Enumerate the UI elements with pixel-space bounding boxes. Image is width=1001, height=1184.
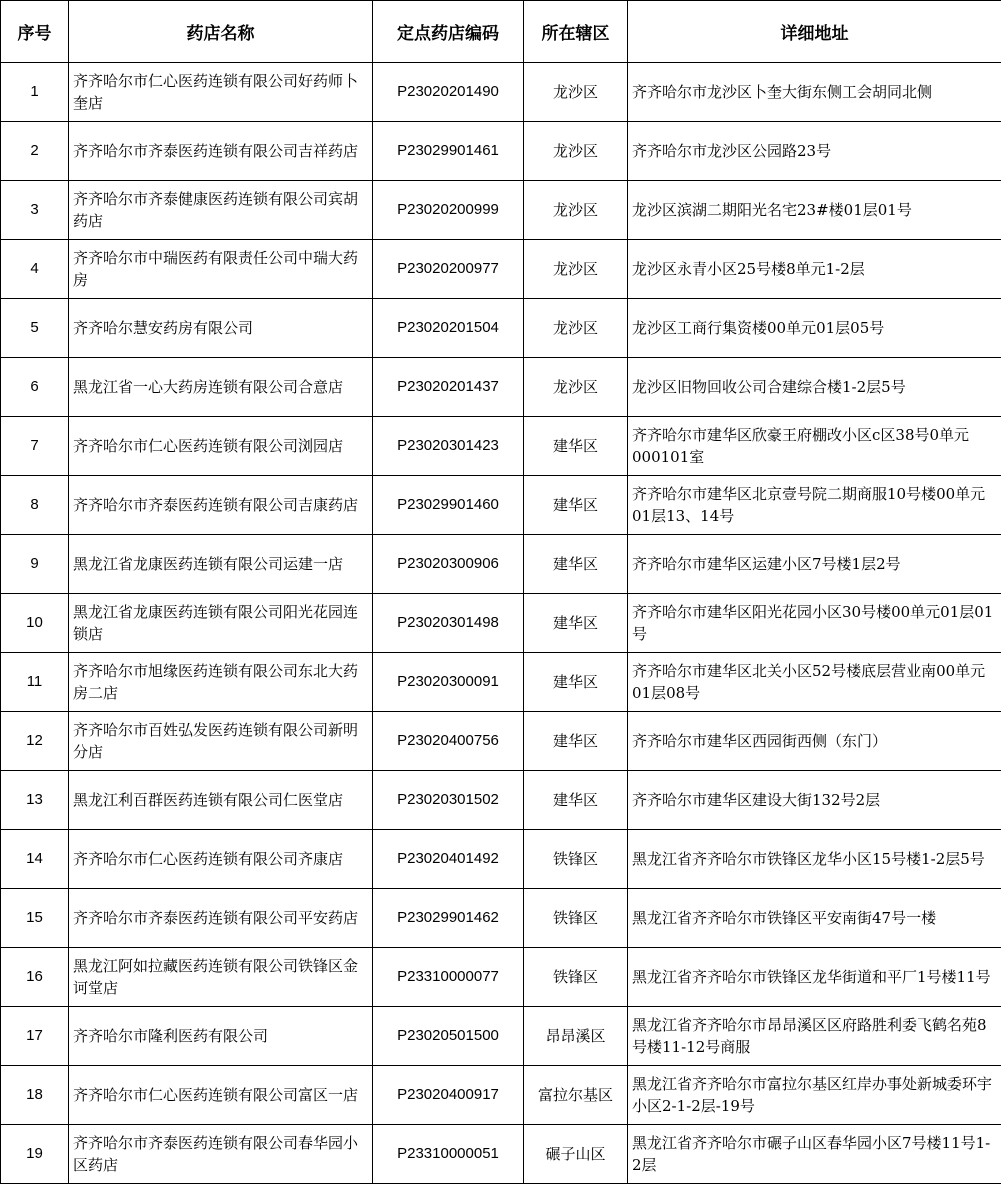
cell-district: 铁锋区 [524, 830, 628, 889]
cell-pharmacy-code: P23020300906 [373, 535, 524, 594]
table-row [1, 830, 1001, 889]
cell-address: 齐齐哈尔市建华区建设大街132号2层 [628, 771, 1001, 830]
cell-no: 18 [1, 1066, 69, 1125]
cell-pharmacy-code: P23020301498 [373, 594, 524, 653]
table-row [1, 122, 1001, 181]
cell-pharmacy-name: 黑龙江阿如拉藏医药连锁有限公司铁锋区金诃堂店 [69, 948, 373, 1007]
cell-no: 6 [1, 358, 69, 417]
cell-address: 齐齐哈尔市龙沙区公园路23号 [628, 122, 1001, 181]
cell-address: 黑龙江省齐齐哈尔市铁锋区龙华街道和平厂1号楼11号 [628, 948, 1001, 1007]
cell-district: 龙沙区 [524, 63, 628, 122]
table-row [1, 712, 1001, 771]
cell-pharmacy-name: 齐齐哈尔市齐泰医药连锁有限公司吉康药店 [69, 476, 373, 535]
table-row [1, 948, 1001, 1007]
table-row [1, 299, 1001, 358]
cell-address: 黑龙江省齐齐哈尔市铁锋区平安南街47号一楼 [628, 889, 1001, 948]
cell-address: 齐齐哈尔市建华区欣豪王府棚改小区c区38号0单元000101室 [628, 417, 1001, 476]
cell-pharmacy-code: P23020201437 [373, 358, 524, 417]
cell-pharmacy-name: 黑龙江省龙康医药连锁有限公司阳光花园连锁店 [69, 594, 373, 653]
table-row [1, 1125, 1001, 1184]
cell-address: 龙沙区旧物回收公司合建综合楼1-2层5号 [628, 358, 1001, 417]
table-row [1, 63, 1001, 122]
header-district: 所在辖区 [524, 1, 628, 63]
table-row [1, 1007, 1001, 1066]
cell-district: 建华区 [524, 771, 628, 830]
cell-pharmacy-name: 齐齐哈尔市齐泰医药连锁有限公司春华园小区药店 [69, 1125, 373, 1184]
cell-pharmacy-code: P23020401492 [373, 830, 524, 889]
cell-pharmacy-code: P23020201504 [373, 299, 524, 358]
cell-district: 铁锋区 [524, 889, 628, 948]
cell-district: 龙沙区 [524, 240, 628, 299]
cell-address: 齐齐哈尔市建华区阳光花园小区30号楼00单元01层01号 [628, 594, 1001, 653]
cell-no: 8 [1, 476, 69, 535]
cell-pharmacy-code: P23029901460 [373, 476, 524, 535]
cell-pharmacy-code: P23020301423 [373, 417, 524, 476]
cell-district: 昂昂溪区 [524, 1007, 628, 1066]
cell-pharmacy-code: P23020200999 [373, 181, 524, 240]
table-row [1, 181, 1001, 240]
cell-no: 11 [1, 653, 69, 712]
cell-pharmacy-code: P23310000051 [373, 1125, 524, 1184]
cell-no: 13 [1, 771, 69, 830]
cell-district: 建华区 [524, 594, 628, 653]
cell-address: 齐齐哈尔市龙沙区卜奎大街东侧工会胡同北侧 [628, 63, 1001, 122]
cell-pharmacy-code: P23020400917 [373, 1066, 524, 1125]
cell-pharmacy-name: 黑龙江省龙康医药连锁有限公司运建一店 [69, 535, 373, 594]
table-body [1, 63, 1001, 1184]
cell-pharmacy-code: P23020400756 [373, 712, 524, 771]
cell-pharmacy-name: 齐齐哈尔市百姓弘发医药连锁有限公司新明分店 [69, 712, 373, 771]
cell-pharmacy-name: 齐齐哈尔市仁心医药连锁有限公司富区一店 [69, 1066, 373, 1125]
cell-address: 齐齐哈尔市建华区西园街西侧（东门） [628, 712, 1001, 771]
cell-pharmacy-name: 齐齐哈尔市隆利医药有限公司 [69, 1007, 373, 1066]
header-row [1, 1, 1001, 63]
cell-district: 龙沙区 [524, 299, 628, 358]
cell-address: 黑龙江省齐齐哈尔市富拉尔基区红岸办事处新城委环宇小区2-1-2层-19号 [628, 1066, 1001, 1125]
cell-district: 建华区 [524, 476, 628, 535]
cell-pharmacy-name: 齐齐哈尔市旭缘医药连锁有限公司东北大药房二店 [69, 653, 373, 712]
table-row [1, 653, 1001, 712]
table-row [1, 535, 1001, 594]
table-row [1, 771, 1001, 830]
cell-address: 齐齐哈尔市建华区北关小区52号楼底层营业南00单元01层08号 [628, 653, 1001, 712]
cell-district: 建华区 [524, 535, 628, 594]
cell-no: 2 [1, 122, 69, 181]
cell-no: 17 [1, 1007, 69, 1066]
cell-address: 龙沙区永青小区25号楼8单元1-2层 [628, 240, 1001, 299]
table-row [1, 358, 1001, 417]
cell-district: 碾子山区 [524, 1125, 628, 1184]
table-row [1, 1066, 1001, 1125]
cell-pharmacy-name: 齐齐哈尔市仁心医药连锁有限公司齐康店 [69, 830, 373, 889]
cell-pharmacy-code: P23029901461 [373, 122, 524, 181]
table-row [1, 417, 1001, 476]
cell-district: 龙沙区 [524, 181, 628, 240]
cell-pharmacy-code: P23020301502 [373, 771, 524, 830]
cell-pharmacy-code: P23020201490 [373, 63, 524, 122]
cell-address: 黑龙江省齐齐哈尔市碾子山区春华园小区7号楼11号1-2层 [628, 1125, 1001, 1184]
cell-no: 4 [1, 240, 69, 299]
cell-address: 黑龙江省齐齐哈尔市铁锋区龙华小区15号楼1-2层5号 [628, 830, 1001, 889]
cell-pharmacy-name: 齐齐哈尔慧安药房有限公司 [69, 299, 373, 358]
cell-pharmacy-code: P23020300091 [373, 653, 524, 712]
cell-address: 龙沙区滨湖二期阳光名宅23#楼01层01号 [628, 181, 1001, 240]
cell-no: 14 [1, 830, 69, 889]
cell-no: 1 [1, 63, 69, 122]
cell-pharmacy-code: P23020501500 [373, 1007, 524, 1066]
cell-no: 10 [1, 594, 69, 653]
header-address: 详细地址 [628, 1, 1001, 63]
cell-pharmacy-code: P23310000077 [373, 948, 524, 1007]
cell-pharmacy-name: 齐齐哈尔市中瑞医药有限责任公司中瑞大药房 [69, 240, 373, 299]
cell-pharmacy-name: 黑龙江利百群医药连锁有限公司仁医堂店 [69, 771, 373, 830]
cell-no: 7 [1, 417, 69, 476]
cell-pharmacy-name: 黑龙江省一心大药房连锁有限公司合意店 [69, 358, 373, 417]
cell-no: 16 [1, 948, 69, 1007]
cell-no: 3 [1, 181, 69, 240]
cell-address: 齐齐哈尔市建华区北京壹号院二期商服10号楼00单元01层13、14号 [628, 476, 1001, 535]
header-code: 定点药店编码 [373, 1, 524, 63]
cell-no: 15 [1, 889, 69, 948]
cell-pharmacy-name: 齐齐哈尔市齐泰医药连锁有限公司吉祥药店 [69, 122, 373, 181]
table-header [1, 1, 1001, 63]
cell-address: 黑龙江省齐齐哈尔市昂昂溪区区府路胜利委飞鹤名苑8号楼11-12号商服 [628, 1007, 1001, 1066]
table-row [1, 476, 1001, 535]
cell-district: 建华区 [524, 653, 628, 712]
cell-district: 铁锋区 [524, 948, 628, 1007]
cell-no: 5 [1, 299, 69, 358]
cell-district: 建华区 [524, 712, 628, 771]
cell-pharmacy-name: 齐齐哈尔市仁心医药连锁有限公司浏园店 [69, 417, 373, 476]
cell-pharmacy-name: 齐齐哈尔市齐泰健康医药连锁有限公司宾胡药店 [69, 181, 373, 240]
cell-pharmacy-name: 齐齐哈尔市齐泰医药连锁有限公司平安药店 [69, 889, 373, 948]
header-name: 药店名称 [69, 1, 373, 63]
cell-pharmacy-code: P23020200977 [373, 240, 524, 299]
cell-no: 12 [1, 712, 69, 771]
table-row [1, 240, 1001, 299]
cell-no: 19 [1, 1125, 69, 1184]
table-row [1, 889, 1001, 948]
cell-no: 9 [1, 535, 69, 594]
cell-district: 龙沙区 [524, 122, 628, 181]
cell-address: 齐齐哈尔市建华区运建小区7号楼1层2号 [628, 535, 1001, 594]
cell-district: 龙沙区 [524, 358, 628, 417]
cell-district: 富拉尔基区 [524, 1066, 628, 1125]
cell-pharmacy-name: 齐齐哈尔市仁心医药连锁有限公司好药师卜奎店 [69, 63, 373, 122]
cell-district: 建华区 [524, 417, 628, 476]
cell-pharmacy-code: P23029901462 [373, 889, 524, 948]
table-row [1, 594, 1001, 653]
cell-address: 龙沙区工商行集资楼00单元01层05号 [628, 299, 1001, 358]
header-no: 序号 [1, 1, 69, 63]
